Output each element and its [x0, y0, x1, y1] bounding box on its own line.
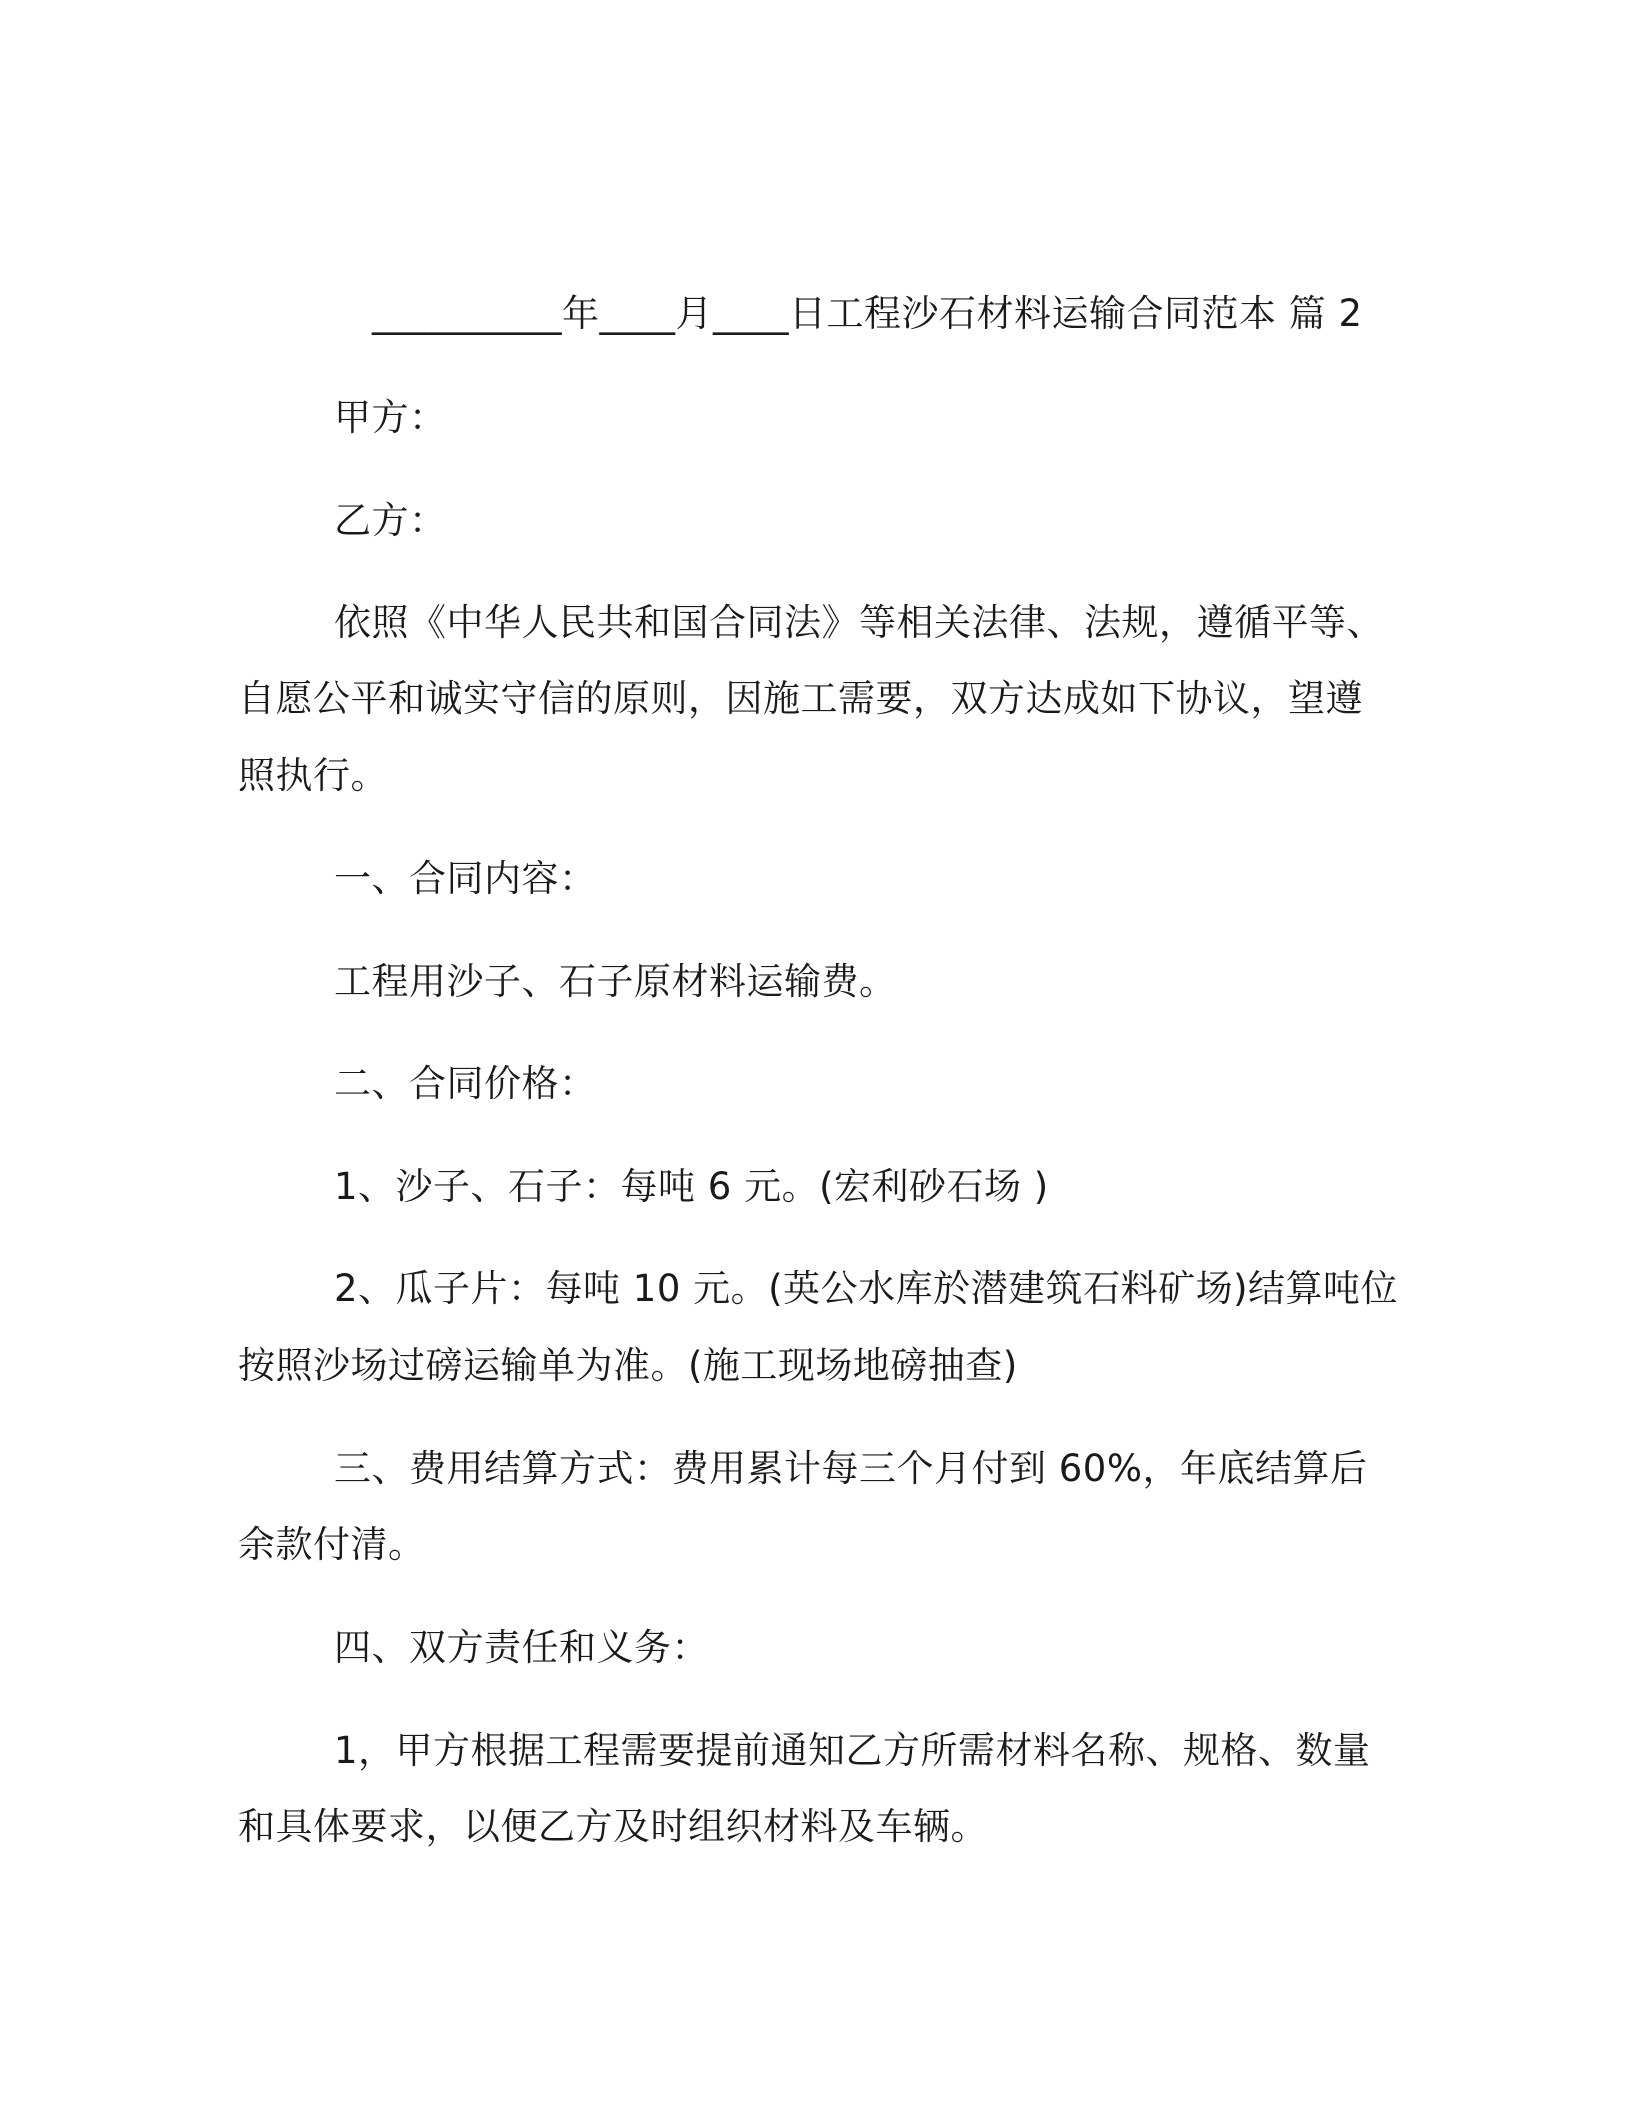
intro-line-3: 照执行。 [238, 754, 388, 797]
party-b-label: 乙方： [334, 499, 447, 542]
section-1-heading: 一、合同内容： [334, 857, 597, 900]
section-3-line-1: 三、费用结算方式：费用累计每三个月付到 60%，年底结算后 [334, 1447, 1368, 1490]
intro-line-1: 依照《中华人民共和国合同法》等相关法律、法规，遵循平等、 [334, 601, 1384, 644]
section-4-heading: 四、双方责任和义务： [334, 1626, 709, 1669]
section-2-heading: 二、合同价格： [334, 1062, 597, 1105]
price-item-1: 1、沙子、石子：每吨 6 元。(宏利砂石场 ) [334, 1165, 1049, 1208]
document-title: __________年____月____日工程沙石材料运输合同范本 篇 2 [372, 292, 1363, 335]
price-item-2-line-2: 按照沙场过磅运输单为准。(施工现场地磅抽查) [238, 1344, 1018, 1387]
price-item-2-line-1: 2、瓜子片：每吨 10 元。(英公水库於潜建筑石料矿场)结算吨位 [334, 1267, 1399, 1310]
section-3-line-2: 余款付清。 [238, 1523, 426, 1566]
intro-line-2: 自愿公平和诚实守信的原则，因施工需要，双方达成如下协议，望遵 [238, 677, 1363, 720]
duty-item-1-line-2: 和具体要求，以便乙方及时组织材料及车辆。 [238, 1805, 988, 1848]
party-a-label: 甲方： [334, 396, 447, 439]
duty-item-1-line-1: 1，甲方根据工程需要提前通知乙方所需材料名称、规格、数量 [334, 1729, 1371, 1772]
section-1-body: 工程用沙子、石子原材料运输费。 [334, 960, 897, 1003]
